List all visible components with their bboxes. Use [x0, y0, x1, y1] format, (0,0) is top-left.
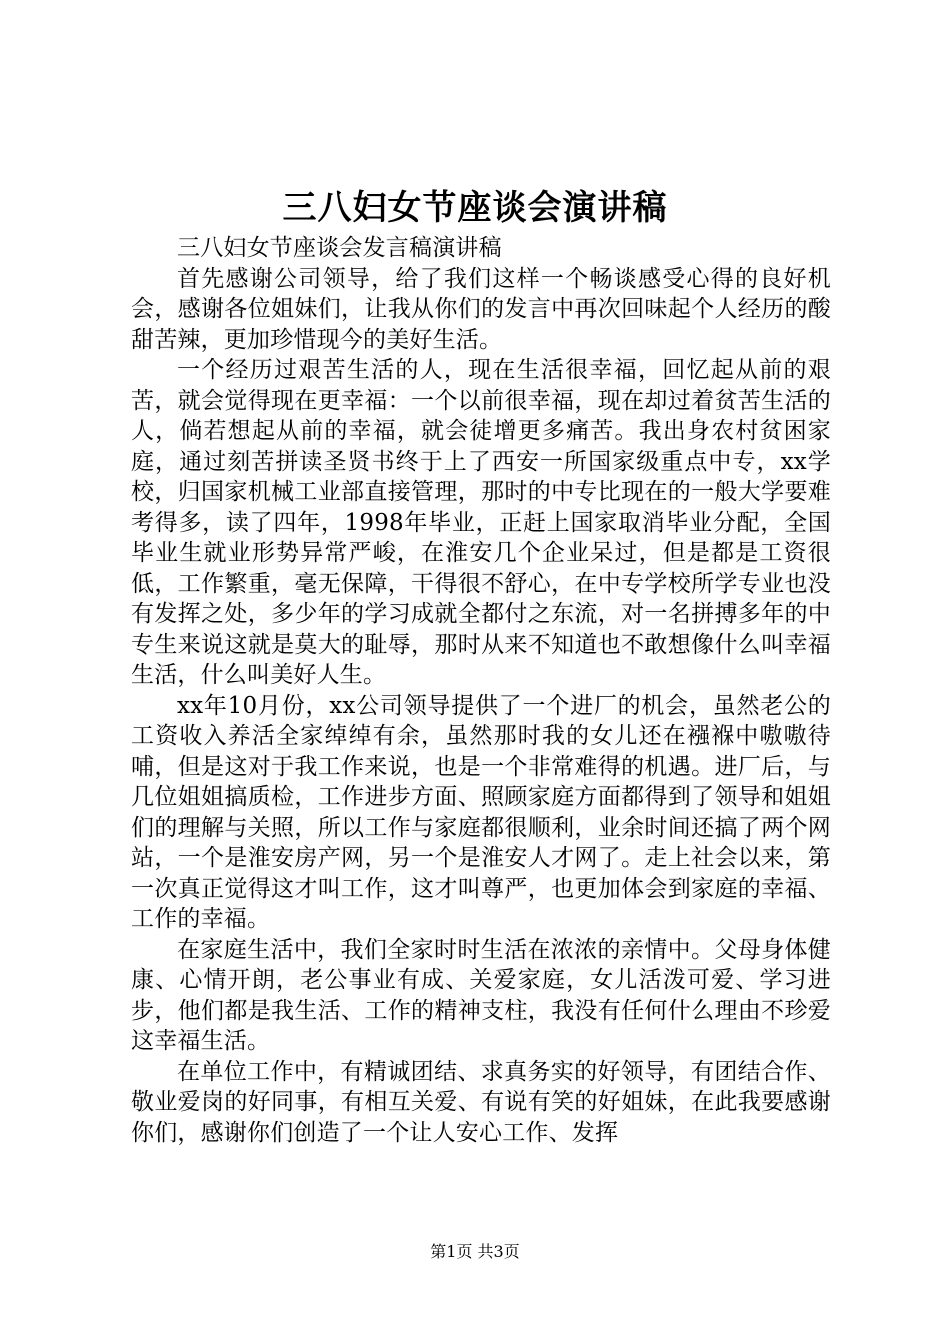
paragraph: 首先感谢公司领导，给了我们这样一个畅谈感受心得的良好机会，感谢各位姐妹们，让我从你们的发言中再次回味起个人经历的酸甜苦辣，更加珍惜现今的美好生活。: [131, 265, 831, 353]
page-number-footer: 第1页 共3页: [430, 1242, 520, 1261]
paragraph: xx年10月份，xx公司领导提供了一个进厂的机会，虽然老公的工资收入养活全家绰绰有余，虽然那时我的女儿还在襁褓中嗷嗷待哺，但是这对于我工作来说，也是一个非常难得的机遇。进厂后，与几位姐姐搞质检，工作进步方面、照顾家庭方面都得到了领导和姐姐们的理解与关照，所以工作与家庭都很顺利，业余时间还搞了两个网站，一个是淮安房产网，另一个是淮安人才网了。走上社会以来，第一次真正觉得这才叫工作，这才叫尊严，也更加体会到家庭的幸福、工作的幸福。: [131, 692, 831, 932]
paragraph-subtitle: 三八妇女节座谈会发言稿演讲稿: [177, 235, 502, 261]
paragraph: 一个经历过艰苦生活的人，现在生活很幸福，回忆起从前的艰苦，就会觉得现在更幸福：一个以前很幸福，现在却过着贫苦生活的人，倘若想起从前的幸福，就会徒增更多痛苦。我出身农村贫困家庭，通过刻苦拼读圣贤书终于上了西安一所国家级重点中专，xx学校，归国家机械工业部直接管理，那时的中专比现在的一般大学要难考得多，读了四年，1998年毕业，正赶上国家取消毕业分配，全国毕业生就业形势异常严峻，在淮安几个企业呆过，但是都是工资很低，工作繁重，毫无保障，干得很不舒心，在中专学校所学专业也没有发挥之处，多少年的学习成就全都付之东流，对一名拼搏多年的中专生来说这就是莫大的耻辱，那时从来不知道也不敢想像什么叫幸福生活，什么叫美好人生。: [131, 357, 831, 688]
document-title: 三八妇女节座谈会演讲稿: [282, 188, 668, 228]
paragraph: 在单位工作中，有精诚团结、求真务实的好领导，有团结合作、敬业爱岗的好同事，有相互关爱、有说有笑的好姐妹，在此我要感谢你们，感谢你们创造了一个让人安心工作、发挥: [131, 1058, 831, 1146]
document-body: [131, 233, 831, 1148]
paragraph: 在家庭生活中，我们全家时时生活在浓浓的亲情中。父母身体健康、心情开朗，老公事业有成、关爱家庭，女儿活泼可爱、学习进步，他们都是我生活、工作的精神支柱，我没有任何什么理由不珍爱这幸福生活。: [131, 936, 831, 1054]
